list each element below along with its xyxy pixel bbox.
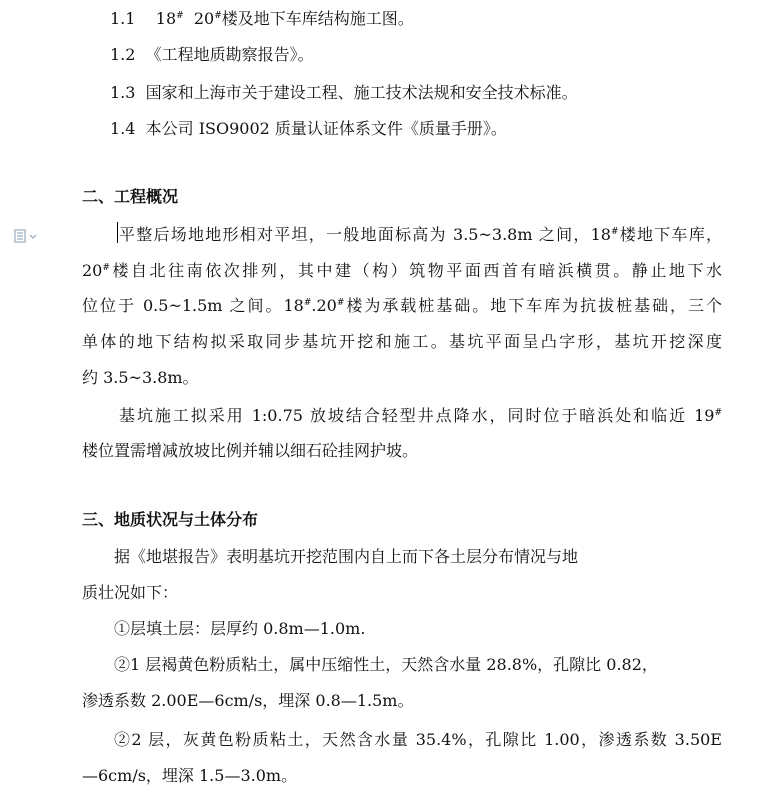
- overview-line-3: 位位于 0.5~1.5m 之间。18#.20#楼为承载桩基础。地下车库为抗拔桩基础，三个: [82, 296, 722, 315]
- excavation-line-1: 基坑施工拟采用 1:0.75 放坡结合轻型井点降水，同时位于暗浜处和临近 19#: [119, 406, 722, 425]
- soil-layer-2-1-cont: 渗透系数 2.00E—6cm/s，埋深 0.8—1.5m。: [82, 691, 414, 710]
- ref-text: 国家和上海市关于建设工程、施工技术法规和安全技术标准。: [145, 83, 578, 102]
- soil-layer-2-1: ②1 层褐黄色粉质粘土，属中压缩性土，天然含水量 28.8%，孔隙比 0.82，: [114, 655, 658, 674]
- geology-intro-line-1: 据《地堪报告》表明基坑开挖范围内自上而下各土层分布情况与地: [114, 547, 579, 566]
- ref-text: 20: [193, 9, 215, 28]
- ref-item-3: [110, 83, 578, 103]
- ref-item-4: [110, 119, 507, 139]
- overview-line-1: 平整后场地地形相对平坦，一般地面标高为 3.5~3.8m 之间，18#楼地下车库，: [119, 225, 722, 244]
- ref-text: 楼及地下车库结构施工图。: [221, 9, 414, 28]
- soil-layer-2-2-cont: —6cm/s，埋深 1.5—3.0m。: [82, 766, 298, 785]
- ref-item-2: [110, 45, 314, 65]
- overview-line-4: 单体的地下结构拟采取同步基坑开挖和施工。基坑平面呈凸字形，基坑开挖深度: [82, 332, 722, 351]
- geology-intro-line-2: 质壮况如下：: [82, 583, 179, 602]
- paragraph-options-icon[interactable]: [14, 229, 40, 243]
- ref-number: 1.1: [110, 9, 136, 28]
- sup-mark: #: [176, 11, 184, 21]
- ref-text: 《工程地质勘察报告》。: [145, 45, 314, 64]
- excavation-line-2: 楼位置需增减放坡比例并辅以细石砼挂网护坡。: [82, 441, 419, 460]
- text-cursor: [117, 222, 118, 243]
- ref-item-1: [110, 9, 414, 29]
- ref-number: 1.3: [110, 83, 136, 102]
- overview-line-2: 20#楼自北往南依次排列，其中建（构）筑物平面西首有暗浜横贯。静止地下水: [82, 261, 722, 280]
- soil-layer-2-2: ②2 层，灰黄色粉质粘土，天然含水量 35.4%，孔隙比 1.00，渗透系数 3.50E: [114, 730, 722, 749]
- ref-number: 1.2: [110, 45, 136, 64]
- soil-layer-1: ①层填土层：层厚约 0.8m—1.0m.: [114, 619, 366, 638]
- ref-text: 本公司 ISO9002 质量认证体系文件《质量手册》。: [145, 119, 507, 138]
- ref-number: 1.4: [110, 119, 136, 138]
- overview-line-5: 约 3.5~3.8m。: [82, 368, 199, 387]
- section-heading-overview: 二、工程概况: [82, 187, 179, 206]
- sup-mark: #: [214, 11, 222, 21]
- section-heading-geology: 三、地质状况与土体分布: [82, 510, 259, 529]
- ref-text: 18: [155, 9, 177, 28]
